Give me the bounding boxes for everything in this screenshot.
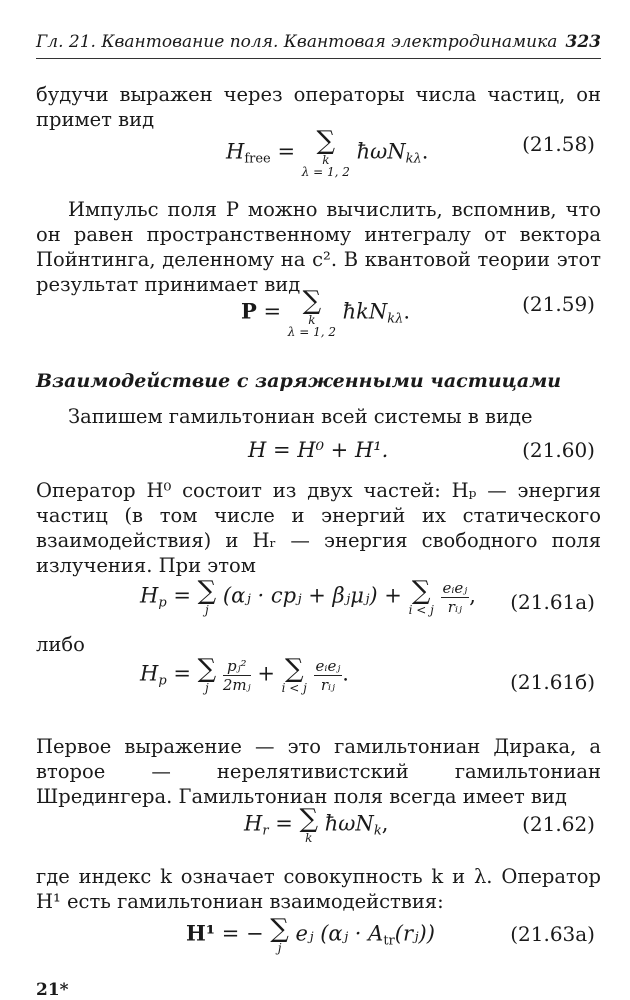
eq-lhs-sub: r — [262, 823, 269, 839]
sum-symbol: ∑ j — [197, 576, 217, 617]
equation-21-63a — [36, 916, 601, 970]
eq-term: (αⱼ · cpⱼ + βⱼμⱼ) + — [222, 583, 402, 608]
eq-lhs-sub: p — [158, 673, 167, 689]
paragraph-4: Оператор H⁰ состоит из двух частей: Hₚ — энергия частиц (в том числе и энергий их статического взаимодействия) и Hᵣ — энергия свободного поля излучения. При этом — [36, 479, 601, 577]
fraction: $\frac{\text{pⱼ²}}{\text{2mⱼ}}$ — [222, 656, 251, 694]
sum-symbol: ∑ k λ = 1, 2 — [301, 126, 350, 179]
sum-symbol: ∑ j — [270, 914, 289, 955]
paragraph-5: либо — [36, 633, 85, 656]
eq-tail: , — [381, 811, 389, 836]
fraction: $\frac{\text{eᵢeⱼ}}{\text{rᵢⱼ}}$ — [442, 578, 468, 616]
eq-tail: , — [469, 583, 476, 608]
equation-number: (21.60) — [522, 438, 595, 462]
eq-rhs-sub: kλ — [387, 311, 404, 327]
eq-body: H = H⁰ + H¹. — [248, 438, 389, 462]
equation-number: (21.63a) — [510, 922, 595, 946]
paragraph-1: будучи выражен через операторы числа частиц, он примет вид — [36, 83, 601, 131]
fraction: $\frac{\text{eᵢeⱼ}}{\text{rᵢⱼ}}$ — [315, 656, 341, 694]
sum-symbol: ∑ i < j — [408, 576, 434, 617]
eq-rhs-sub: kλ — [405, 151, 422, 167]
chapter-title: Гл. 21. Квантование поля. Квантовая электродинамика — [36, 32, 558, 52]
eq-rhs: ħωN — [356, 139, 406, 164]
eq-rhs-sub: tr — [383, 933, 395, 949]
header-rule — [36, 58, 601, 59]
running-header — [36, 32, 601, 52]
eq-rhs-tail: (rⱼ)) — [394, 921, 435, 946]
eq-rhs: ħkN — [342, 299, 388, 324]
section-title: Взаимодействие с заряженными частицами — [36, 370, 562, 392]
sum-symbol: ∑ i < j — [281, 654, 307, 695]
paragraph-2: Импульс поля P можно вычислить, вспомнив, что он равен пространственному интегралу от вектора Пойнтинга, деленному на c². В квантовой теории этот результат принимает вид — [36, 198, 601, 296]
plus-sign: + — [257, 661, 275, 686]
eq-lhs: H — [226, 139, 245, 164]
eq-lhs: P — [241, 298, 257, 324]
eq-sign: = − — [221, 921, 264, 946]
eq-tail: . — [403, 299, 411, 324]
sum-symbol: ∑ k — [299, 804, 319, 845]
equation-number: (21.58) — [522, 132, 595, 156]
paragraph-6: Первое выражение — это гамильтониан Дирака, а второе — нерелятивистский гамильтониан Шредингера. Гамильтониан поля всегда имеет вид — [36, 735, 601, 808]
eq-lhs: H — [244, 811, 263, 836]
equation-number: (21.62) — [522, 812, 595, 836]
equation-number: (21.59) — [522, 292, 595, 316]
eq-lhs: H — [140, 583, 159, 608]
eq-lhs: H — [140, 661, 159, 686]
eq-rhs: eⱼ (αⱼ · A — [295, 921, 384, 946]
eq-lhs: H¹ — [186, 920, 216, 946]
equation-21-61b: $H_p$ = ∑ j $\frac{\text{pⱼ²}}{\text{2mⱼ}}$ + ∑ i < j $\frac{\text{eᵢeⱼ}}{\text{rᵢⱼ}}$ . (21.61б) — [140, 654, 595, 695]
equation-21-61a: $H_p$ = ∑ j (αⱼ · cpⱼ + βⱼμⱼ) + ∑ i < j $\frac{\text{eᵢeⱼ}}{\text{rᵢⱼ}}$ , (21.61a) — [140, 576, 595, 617]
paragraph-3: Запишем гамильтониан всей системы в виде — [68, 405, 533, 428]
sum-symbol: ∑ j — [197, 654, 217, 695]
sum-symbol: ∑ k λ = 1, 2 — [287, 286, 336, 339]
page-number: 323 — [565, 32, 601, 52]
equation-number: (21.61б) — [510, 670, 595, 694]
equation-21-58: $H_{free}$ = ∑ k λ = 1, 2 ħωN$_{k\lambda}$. (21.58) — [226, 126, 595, 179]
eq-tail: . — [421, 139, 429, 164]
equation-number: (21.61a) — [510, 590, 595, 614]
equation-21-60 — [36, 438, 601, 468]
eq-tail: . — [342, 661, 349, 686]
equation-21-59: P = ∑ k λ = 1, 2 ħkN$_{k\lambda}$. (21.59) — [241, 286, 595, 339]
signature-mark: 21* — [36, 980, 69, 1000]
eq-rhs: ħωN — [324, 811, 374, 836]
eq-rhs-sub: k — [373, 823, 382, 839]
paragraph-7: где индекс k означает совокупность k и λ. Оператор H¹ есть гамильтониан взаимодействия: — [36, 865, 601, 913]
eq-lhs-sub: free — [244, 151, 271, 167]
eq-lhs-sub: p — [158, 595, 167, 611]
equation-21-62: $H_r$ = ∑ k ħωN$_k$, (21.62) — [244, 804, 595, 845]
